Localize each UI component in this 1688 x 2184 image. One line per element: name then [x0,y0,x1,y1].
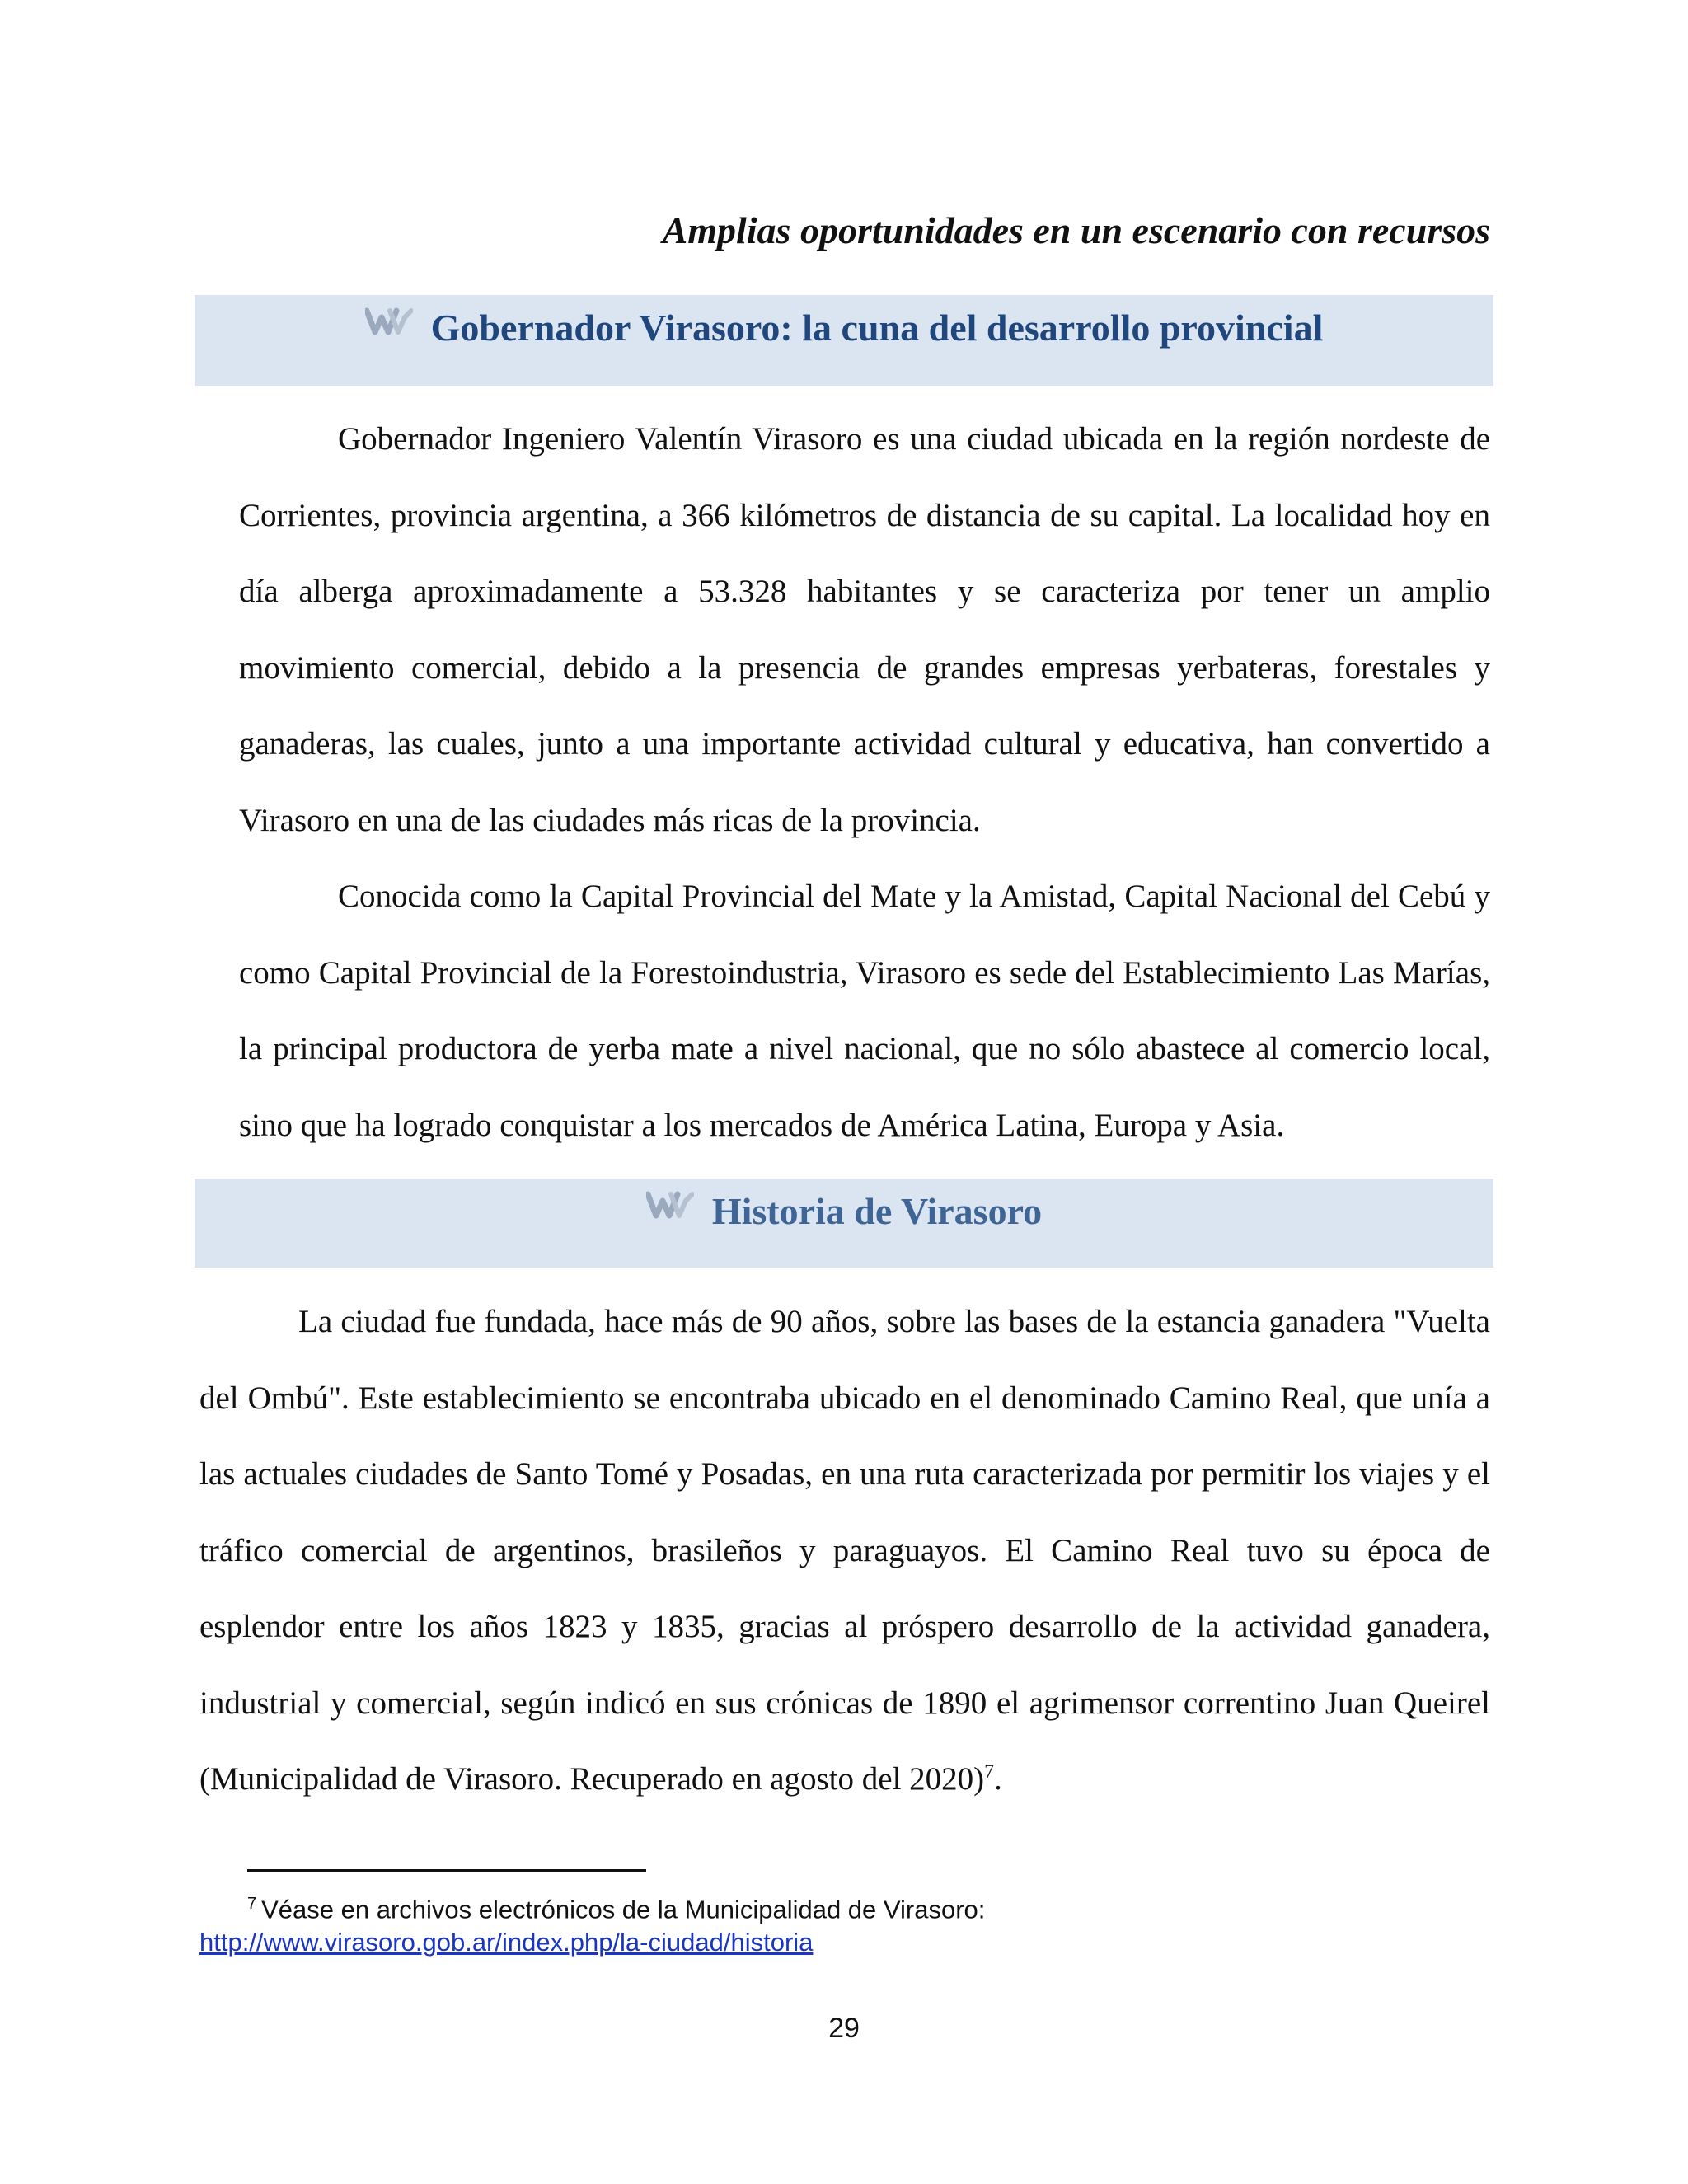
footnote-link[interactable]: http://www.virasoro.gob.ar/index.php/la-ciudad/historia [199,1928,814,1957]
paragraph-end-punctuation: . [994,1761,1002,1797]
footnote-number: 7 [247,1895,257,1913]
section-title-row [195,1187,1493,1236]
section-heading-band [195,1179,1493,1268]
footnote-text: Véase en archivos electrónicos de la Municipalidad de Virasoro: [261,1895,986,1924]
footnote [199,1887,1493,1959]
logo-mark-icon [646,1182,694,1231]
paragraph-text: La ciudad fue fundada, hace más de 90 años, sobre las bases de la estancia ganadera "Vuelta del Ombú". Este establecimiento se encontraba ubicado en el denominado Camino Real, que unía a las actuales ciudades de Santo Tomé y Posadas, en una ruta caracterizada por permitir los viajes y el tráfico comercial de argentinos, brasileños y paraguayos. El Camino Real tuvo su época de esplendor entre los años 1823 y 1835, gracias al próspero desarrollo de la actividad ganadera, industrial y comercial, según indicó en sus crónicas de 1890 el agrimensor correntino Juan Queirel (Municipalidad de Virasoro. Recuperado en agosto del 2020) [199,1304,1490,1797]
paragraph: Conocida como la Capital Provincial del Mate y la Amistad, Capital Nacional del Cebú y como Capital Provincial de la Forestoindustria, Virasoro es sede del Establecimiento Las Marías, la principal productora de yerba mate a nivel nacional, que no sólo abastece al comercio local, sino que ha logrado conquistar a los mercados de América Latina, Europa y Asia. [239,879,1490,1143]
running-header: Amplias oportunidades en un escenario con recursos [662,209,1490,251]
logo-mark-icon [365,298,413,348]
footnote-link-line [199,1926,1493,1959]
footnote-line [199,1887,1493,1926]
section-title: Gobernador Virasoro: la cuna del desarrollo provincial [430,307,1324,349]
paragraph: Gobernador Ingeniero Valentín Virasoro es una ciudad ubicada en la región nordeste de Corrientes, provincia argentina, a 366 kilómetros de distancia de su capital. La localidad hoy en día alberga aproximadamente a 53.328 habitantes y se caracteriza por tener un amplio movimiento comercial, debido a la presencia de grandes empresas yerbateras, forestales y ganaderas, las cuales, junto a una importante actividad cultural y educativa, han convertido a Virasoro en una de las ciudades más ricas de la provincia. [239,421,1490,838]
section-title: Historia de Virasoro [711,1190,1043,1232]
footnote-separator [247,1869,646,1872]
footnote-reference[interactable]: 7 [984,1761,995,1783]
section-title-row [195,303,1493,353]
paragraph [199,1284,1490,1818]
section-heading-band [195,295,1493,386]
page-number: 29 [828,2013,860,2044]
